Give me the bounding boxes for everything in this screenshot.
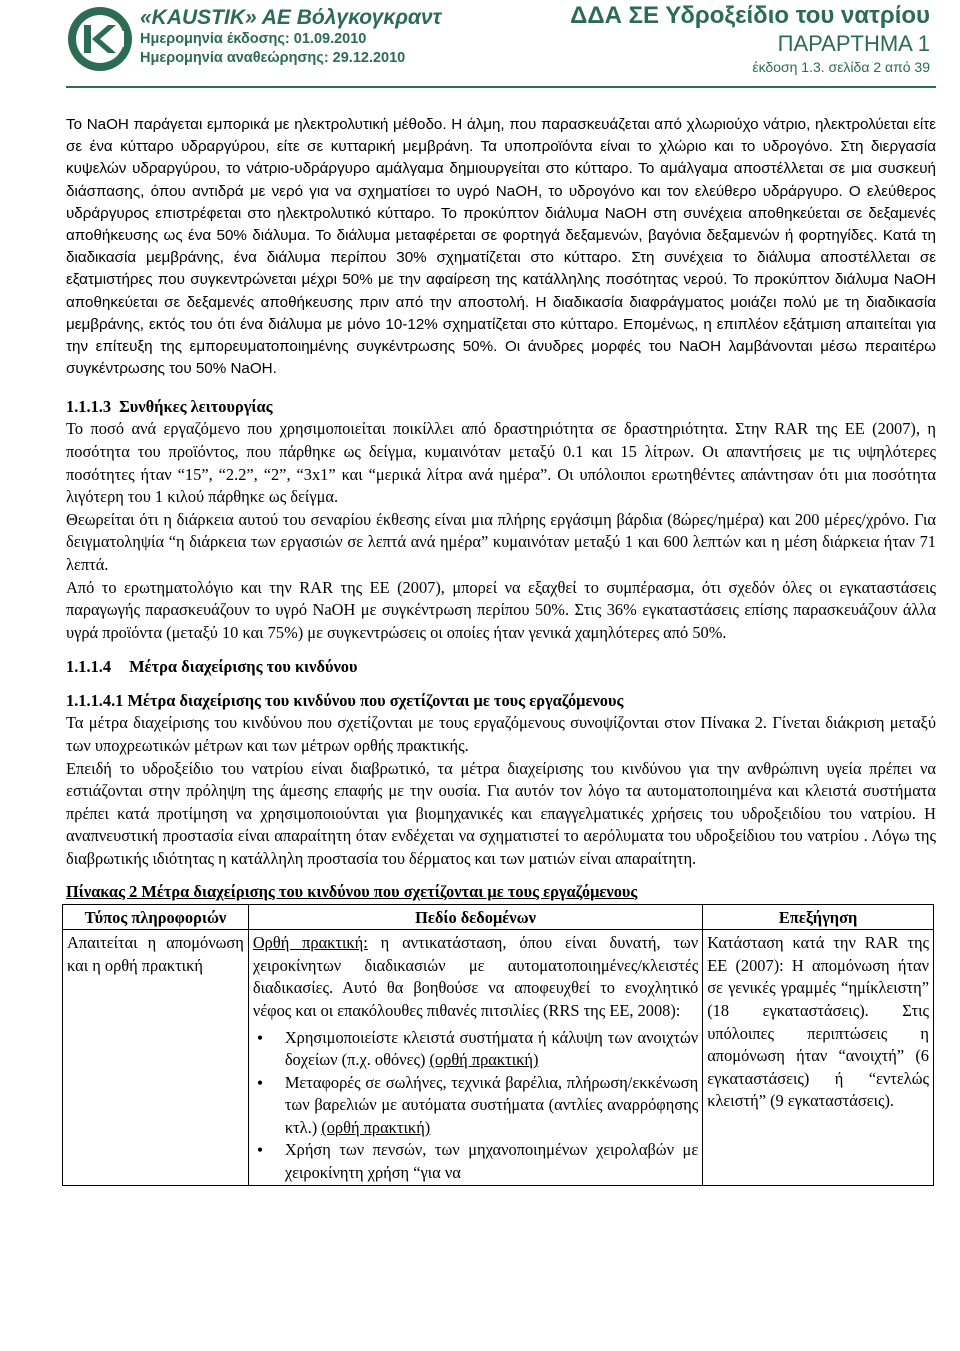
list-item [271,1139,698,1184]
column-header: Τύπος πληροφοριών [63,904,249,930]
table-row [63,930,934,1186]
section-11141-heading [66,690,936,712]
list-item [271,1027,698,1072]
field-text: η αντικατάσταση, όπου είναι δυνατή, των χειροκίνητων διαδικασιών με αυτοματοποιημένες/κλειστές διαδικασίες. Αυτό θα βοηθούσε να αποφευχθεί το ενοχλητικό νέφος και οι επακόλουθες πιθανές πιτσιλίες (RRS της ΕΕ, 2008): [252,933,699,1020]
section-title: Μέτρα διαχείρισης του κινδύνου που σχετίζονται με τους εργαζόμενους [127,691,624,711]
column-header: Επεξήγηση [703,904,934,930]
list-item-text: Μεταφορές σε σωλήνες, τεχνικά βαρέλια, πλήρωση/εκκένωση των βαρελιών με αυτόματα συστήματα (αντλίες αναρρόφησης κτλ.) [284,1072,699,1137]
document-title: ΔΔΑ ΣΕ Υδροξείδιο του νατρίου [570,2,930,29]
paragraph: Το ποσό ανά εργαζόμενο που χρησιμοποιείται ποικίλλει από δραστηριότητα σε δραστηριότητα. Στην RAR της ΕΕ (2007), η ποσότητα του προϊόντος, που πάρθηκε ως δείγμα, κυμαινόταν μεταξύ 0.1 και 15 λίτρων. Οι απαντήσεις με τις υψηλότερες ποσότητες ήταν “15”, “2.2”, “2”, “3x1” και “μερικά λίτρα ανά ημέρα”. Οι υπόλοιποι ερωτηθέντες απάντησαν ότι μια ποσότητα λιγότερη του 1 κιλού πάρθηκε ως δείγμα. [66,419,936,507]
paragraph: Από το ερωτηματολόγιο και την RAR της ΕΕ (2007), μπορεί να εξαχθεί το συμπέρασμα, ότι σχεδόν όλες οι εγκαταστάσεις παραγωγής παρασκευάζουν το υγρό NaOH με συγκέντρωση περίπου 50%. Στις 36% εγκαταστάσεις επίσης παρασκευάζουν άλλα υγρά προϊόντα (μεταξύ 10 και 75%) με συγκεντρώσεις οι οποίες ήταν γενικά χαμηλότερες από 50%. [66,577,936,642]
table-caption: Πίνακας 2 Μέτρα διαχείρισης του κινδύνου που σχετίζονται με τους εργαζόμενους [66,881,638,901]
section-title: Μέτρα διαχείρισης του κινδύνου [129,657,358,677]
explanation-cell: Κατάσταση κατά την RAR της ΕΕ (2007): Η απομόνωση ήταν σε γενικές γραμμές “ημίκλειστη” (18 εγκαταστάσεις). Στις υπόλοιπες περιπτώσεις η απομόνωση ήταν “ανοιχτή” (6 εγκαταστάσεις) ή “εντελώς κλειστή” (9 εγκαταστάσεις). [703,930,934,1186]
good-practice-tag: (ορθή πρακτική) [321,1117,431,1137]
header-divider [66,86,936,88]
column-header: Πεδίο δεδομένων [248,904,702,930]
data-field-cell [248,930,702,1186]
paragraph: Επειδή το υδροξείδιο του νατρίου είναι διαβρωτικό, τα μέτρα διαχείρισης του κινδύνου για την ανθρώπινη υγεία πρέπει να εστιάζονται στην πρόληψη της άμεσης επαφής με την ουσία. Για αυτόν τον λόγο τα αυτοματοποιημένα και κλειστά συστήματα πρέπει κατά προτίμηση να χρησιμοποιούνται για βιομηχανικές και επαγγελματικές χρήσεις του υδροξειδίου του νατρίου. Η αναπνευστική προστασία είναι απαραίτητη όταν ενδέχεται να σχηματιστεί το αερόλυματα του υδροξείδιου του νατρίου . Λόγω της διαβρωτικής ιδιότητας η κατάλληλη προστασία του δέρματος και των ματιών είναι απαραίτητη. [66,758,936,868]
edition-page-info: έκδοση 1.3. σελίδα 2 από 39 [752,59,930,75]
list-item [271,1072,698,1140]
section-number: 1.1.1.4 [66,657,112,677]
section-number: 1.1.1.4.1 [66,691,124,711]
header-left [140,6,441,68]
good-practice-tag: (ορθή πρακτική) [429,1050,539,1070]
kaustik-logo [66,5,134,73]
header-right [570,2,930,75]
risk-measures-table [62,904,934,1186]
type-cell: Απαιτείται η απομόνωση και η ορθή πρακτική [63,930,249,1186]
section-1114-heading [66,656,936,678]
document-page [66,0,936,1186]
measures-list [253,1027,698,1185]
paragraph: Θεωρείται ότι η διάρκεια αυτού του σεναρίου έκθεσης είναι μια πλήρης εργάσιμη βάρδια (8ώρες/ημέρα) και 200 μέρες/χρόνο. Για δειγματοληψία “η διάρκεια των εργασιών σε λεπτά ανά ημέρα” κυμαινόταν μεταξύ 1 και 600 λεπτών και η μέση διάρκεια ήταν 71 λεπτά. [66,509,936,574]
list-item-text: Χρήση των πενσών, των μηχανοποιημένων χειρολαβών με χειροκίνητη χρήση “για να [284,1140,699,1183]
issue-date: Ημερομηνία έκδοσης: 01.09.2010 [140,31,367,47]
revision-date: Ημερομηνία αναθεώρησης: 29.12.2010 [140,50,406,66]
intro-paragraph: Το NaOH παράγεται εμπορικά με ηλεκτρολυτική μέθοδο. Η άλμη, που παρασκευάζεται από χλωριούχο νάτριο, ηλεκτρολύεται είτε σε ένα κύτταρο υδραργύρου, είτε σε κυτταρική μεμβράνη. Τα υποπροϊόντα είναι το χλώριο και το υδρογόνο. Στη διεργασία κυψελών υδραργύρου, το νάτριο-υδράργυρο αμάλγαμα δημιουργείται στο κύτταρο. Το αμάλγαμα αποστέλλεται σε μια συσκευή διάσπασης, όπου αντιδρά με νερό για να σχηματίσει το υγρό NaOH, το υδρογόνο και τον ελεύθερο υδράργυρο. Ο ελεύθερος υδράργυρος επιστρέφεται στο ηλεκτρολυτικό κύτταρο. Το προκύπτον διάλυμα NaOH στη συνέχεια αποθηκεύεται σε δεξαμενές αποθήκευσης ως ένα 50% διάλυμα. Το διάλυμα μεταφέρεται σε φορτηγά δεξαμενών, βαγόνια δεξαμενών ή φορτηγίδες. Κατά τη διαδικασία μεμβράνης, ένα διάλυμα περίπου 30% σχηματίζεται στο κύτταρο. Στη συνέχεια το διάλυμα αποστέλλεται σε εξατμιστήρες που συγκεντρώνεται μέχρι 50% με την αφαίρεση της κατάλληλης ποσότητας νερού. Το προκύπτον διάλυμα NaOH αποθηκεύεται σε δεξαμενές αποθήκευσης πριν από την αποστολή. Η διαδικασία διαφράγματος μοιάζει πολύ με τη διαδικασία μεμβράνης, εκτός του ότι ένα διάλυμα με μόνο 10-12% σχηματίζεται στο κύτταρο. Επομένως, η επιπλέον εξάτμιση απαιτείται για την επίτευξη της εμπορευματοποιημένης συγκέντρωσης 50%. Οι άνυδρες μορφές του NaOH λαμβάνονται μέσω περαιτέρω συγκέντρωσης του 50% NaOH. [66,116,936,378]
good-practice-label: Ορθή πρακτική: [252,933,368,953]
section-1113-heading [66,396,936,418]
section-number: 1.1.1.3 [66,397,112,417]
annex-label: ΠΑΡΑΡΤΗΜΑ 1 [777,31,930,56]
company-name: «KAUSTIK» AE Βόλγκογκραντ [140,6,442,29]
paragraph: Τα μέτρα διαχείρισης του κινδύνου που σχετίζονται με τους εργαζόμενους συνοψίζονται στον Πίνακα 2. Γίνεται διάκριση μεταξύ των υποχρεωτικών μέτρων και των μέτρων ορθής πρακτικής. [66,713,936,755]
section-title: Συνθήκες λειτουργίας [119,397,273,417]
list-item-text: Χρησιμοποιείστε κλειστά συστήματα ή κάλυψη των ανοιχτών δοχείων (π.χ. οθόνες) [284,1027,699,1070]
page-header [66,0,936,96]
table-header-row [63,904,934,930]
